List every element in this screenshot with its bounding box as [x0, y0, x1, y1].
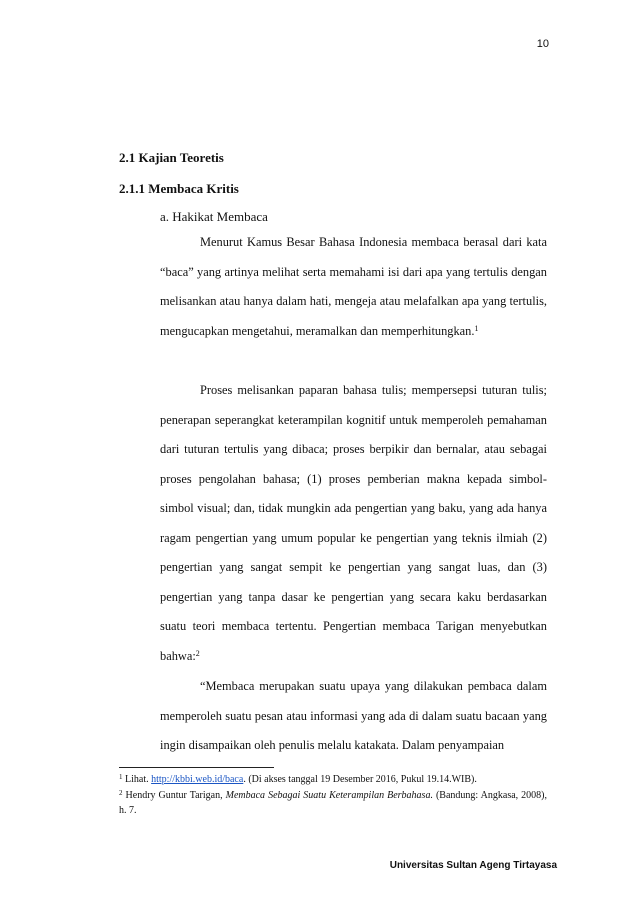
footnote-ref[interactable]: 1 — [474, 323, 479, 333]
section-heading: 2.1 Kajian Teoretis — [119, 150, 224, 165]
paragraph-text: Proses melisankan paparan bahasa tulis; mempersepsi tuturan tulis; penerapan seperangkat keterampilan kognitif untuk memperoleh pemahaman dari tuturan tertulis yang dibaca; proses berpikir dan bernalar, atau sebagai proses pengolahan bahasa; (1) proses pemberian makna kepada simbol-simbol visual; dan, tidak mungkin ada pengertian yang baku, yang ada hanya ragam pengertian yang umum popular ke pengertian yang teknis ilmiah (2) pengertian yang sangat sempit ke pengertian yang sangat luas, dan (3) pengertian yang tanpa dasar ke pengertian yang secara kaku berdasarkan suatu teori membaca tertentu. Pengertian membaca Tarigan menyebutkan bahwa: — [160, 383, 547, 663]
subsection-heading: 2.1.1 Membaca Kritis — [119, 181, 239, 196]
footnote-text: (Bandung: Angkasa, 2008), h. 7. — [119, 789, 547, 816]
footnote-item — [119, 788, 547, 819]
paragraph-tarigan-quote — [160, 672, 547, 761]
footnotes — [119, 772, 547, 819]
page-number: 10 — [536, 38, 549, 50]
footnote-divider — [119, 767, 274, 768]
footnote-text: Lihat. — [125, 774, 152, 785]
paragraph-text: “Membaca merupakan suatu upaya yang dilakukan pembaca dalam memperoleh suatu pesan atau informasi yang ada di dalam suatu bacaan yang ingin disampaikan oleh penulis melalu katakata. Dalam penyampaian — [160, 679, 547, 752]
footnote-ref[interactable]: 2 — [195, 648, 200, 658]
footnote-text: . (Di akses tanggal 19 Desember 2016, Pukul 19.14.WIB). — [243, 774, 477, 785]
paragraph-kbbi-definition — [160, 228, 547, 346]
footnote-number: 2 — [119, 788, 123, 797]
footer-university: Universitas Sultan Ageng Tirtayasa — [389, 860, 557, 871]
footnote-text: Hendry Guntur Tarigan, — [125, 789, 226, 801]
footnote-item — [119, 772, 547, 788]
paragraph-reading-process — [160, 376, 547, 671]
footnote-book-title: Membaca Sebagai Suatu Keterampilan Berbahasa. — [225, 789, 433, 801]
footnote-link[interactable]: http://kbbi.web.id/baca — [151, 774, 244, 785]
paragraph-text: Menurut Kamus Besar Bahasa Indonesia membaca berasal dari kata “baca” yang artinya melihat serta memahami isi dari apa yang tertulis dengan melisankan atau hanya dalam hati, mengeja atau melafalkan apa yang tertulis, mengucapkan mengetahui, meramalkan dan memperhitungkan. — [160, 235, 547, 338]
footnote-number: 1 — [119, 773, 123, 781]
subheading-hakikat-membaca: a. Hakikat Membaca — [160, 209, 268, 224]
